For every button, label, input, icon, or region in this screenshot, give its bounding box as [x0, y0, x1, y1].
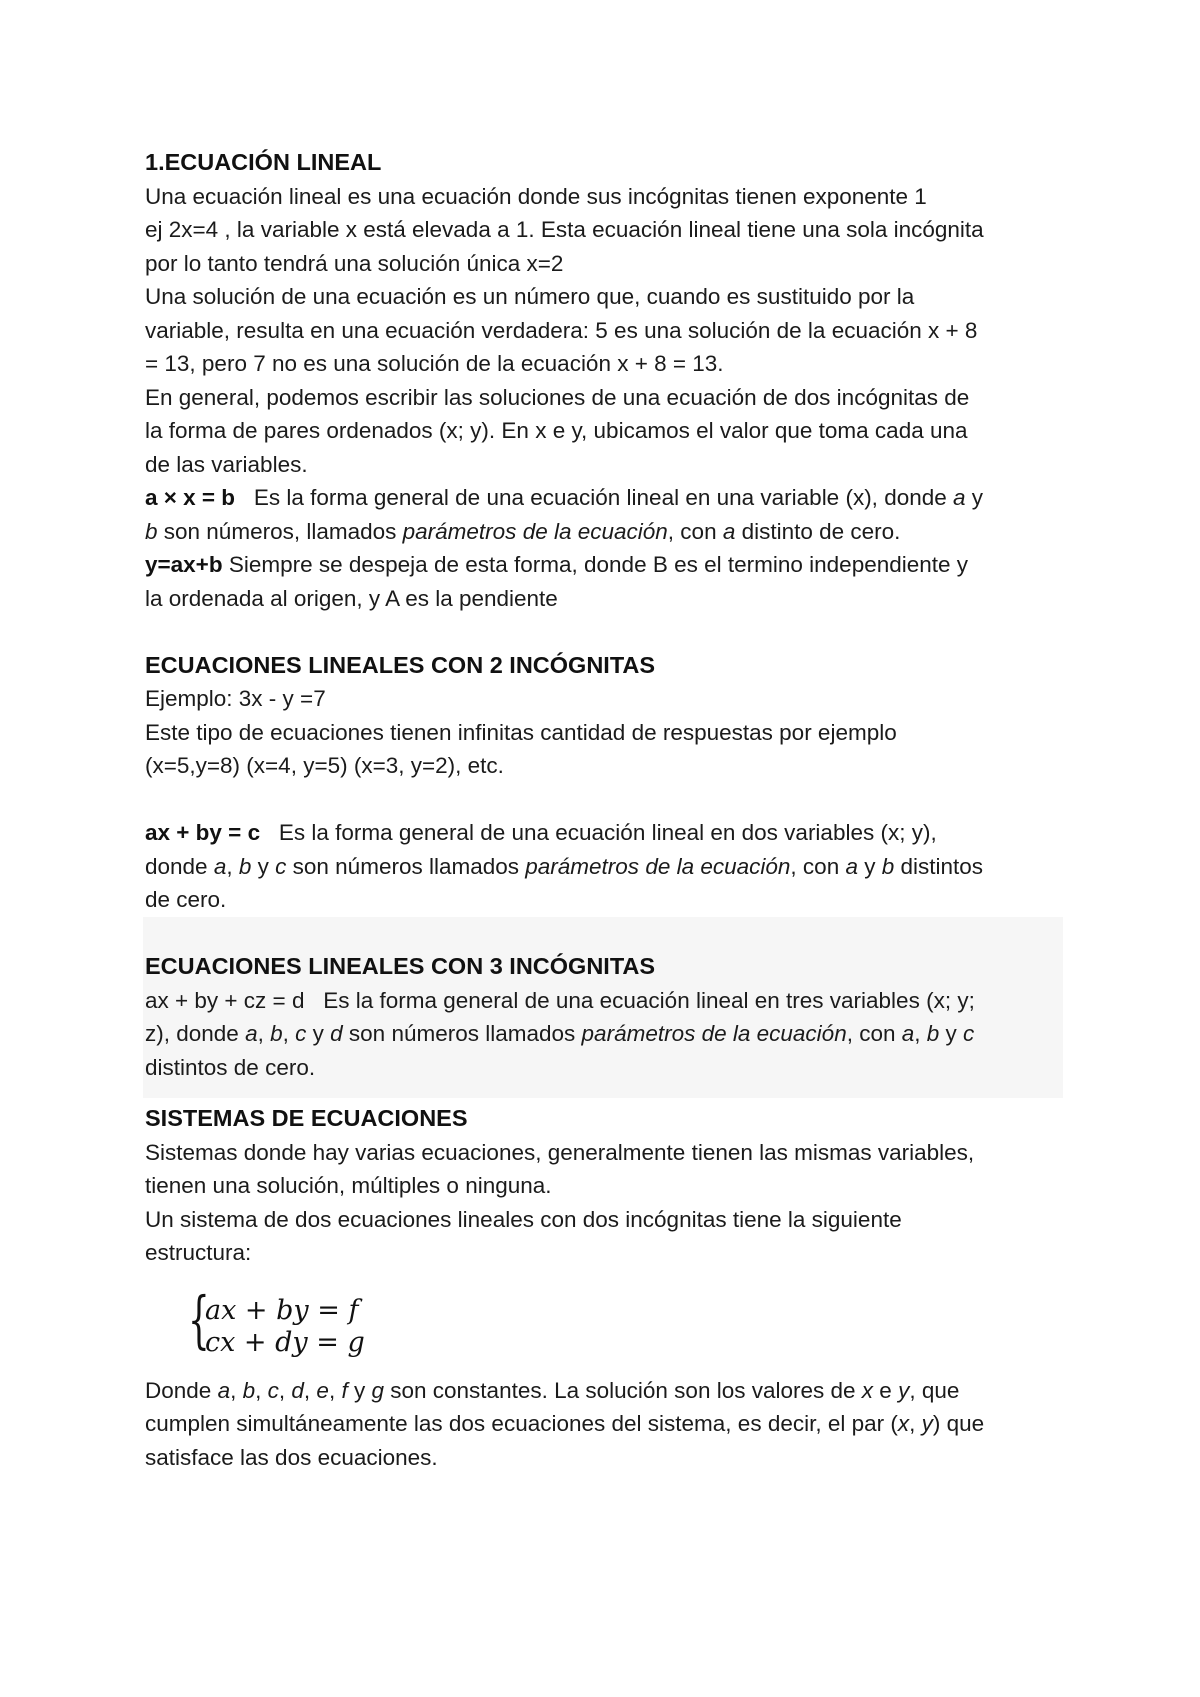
formula-slope-intercept: y=ax+b [145, 552, 223, 577]
paragraph-line: En general, podemos escribir las soluciones de una ecuación de dos incógnitas de [145, 384, 970, 410]
three-variable-form-line-2: z), donde a, b, c y d son números llamados parámetros de la ecuación, con a, b y c [145, 1021, 975, 1046]
paragraph-line: ax + by + cz = d Es la forma general de una ecuación lineal en tres variables (x; y; [145, 987, 975, 1013]
brace-symbol: { [188, 1282, 210, 1356]
paragraph-line: Una ecuación lineal es una ecuación donde sus incógnitas tienen exponente 1 [145, 183, 927, 209]
general-form-line-2: b son números, llamados parámetros de la ecuación, con a distinto de cero. [145, 518, 901, 544]
heading-dos-incognitas: ECUACIONES LINEALES CON 2 INCÓGNITAS [145, 651, 656, 678]
equation-2: cx + dy = g [205, 1326, 365, 1358]
heading-sistemas: SISTEMAS DE ECUACIONES [145, 1105, 468, 1131]
paragraph-line: Este tipo de ecuaciones tienen infinitas cantidad de respuestas por ejemplo [145, 719, 897, 745]
equation-system [145, 1270, 1065, 1374]
paragraph-line: distintos de cero. [145, 1054, 316, 1080]
blank-line [145, 783, 1065, 817]
paragraph-line: (x=5,y=8) (x=4, y=5) (x=3, y=2), etc. [145, 753, 504, 778]
paragraph-line: Sistemas donde hay varias ecuaciones, generalmente tienen las mismas variables, [145, 1139, 975, 1165]
slope-form-line-2: la ordenada al origen, y A es la pendiente [145, 585, 558, 611]
paragraph-line: de las variables. [145, 451, 308, 477]
constants-line-1: Donde a, b, c, d, e, f y g son constantes. La solución son los valores de x e y, que [145, 1377, 960, 1403]
paragraph-line: de cero. [145, 887, 227, 912]
paragraph-line: la forma de pares ordenados (x; y). En x e y, ubicamos el valor que toma cada una [145, 418, 968, 443]
blank-line [145, 615, 1065, 649]
paragraph-line: Un sistema de dos ecuaciones lineales con dos incógnitas tiene la siguiente [145, 1206, 902, 1232]
formula-one-variable: a × x = b [145, 485, 236, 510]
paragraph-line: satisface las dos ecuaciones. [145, 1444, 438, 1470]
paragraph-line: Ejemplo: 3x - y =7 [145, 686, 326, 711]
paragraph-line: por lo tanto tendrá una solución única x=2 [145, 250, 564, 276]
equation-1: ax + by = f [205, 1294, 359, 1326]
paragraph-line: ej 2x=4 , la variable x está elevada a 1. Esta ecuación lineal tiene una sola incógnita [145, 217, 984, 242]
paragraph-line: Una solución de una ecuación es un número que, cuando es sustituido por la [145, 284, 915, 309]
slope-form-line-1: y=ax+b Siempre se despeja de esta forma, donde B es el termino independiente y [145, 552, 969, 577]
heading-tres-incognitas: ECUACIONES LINEALES CON 3 INCÓGNITAS [145, 953, 656, 979]
heading-ecuacion-lineal: 1.ECUACIÓN LINEAL [145, 149, 382, 175]
two-variable-form-line-2: donde a, b y c son números llamados parámetros de la ecuación, con a y b distintos [145, 853, 984, 879]
general-form-line-1: a × x = b Es la forma general de una ecuación lineal en una variable (x), donde a y [145, 485, 984, 510]
paragraph-line: estructura: [145, 1240, 252, 1265]
constants-line-2: cumplen simultáneamente las dos ecuaciones del sistema, es decir, el par (x, y) que [145, 1411, 985, 1436]
document-body [145, 146, 1065, 1474]
formula-two-variables: ax + by = c [145, 820, 261, 845]
two-variable-form-line-1: ax + by = c Es la forma general de una ecuación lineal en dos variables (x; y), [145, 820, 937, 845]
paragraph-line: tienen una solución, múltiples o ninguna. [145, 1173, 552, 1198]
paragraph-line: variable, resulta en una ecuación verdadera: 5 es una solución de la ecuación x + 8 [145, 317, 978, 343]
shaded-block [143, 917, 1063, 1099]
paragraph-line: = 13, pero 7 no es una solución de la ecuación x + 8 = 13. [145, 351, 724, 376]
